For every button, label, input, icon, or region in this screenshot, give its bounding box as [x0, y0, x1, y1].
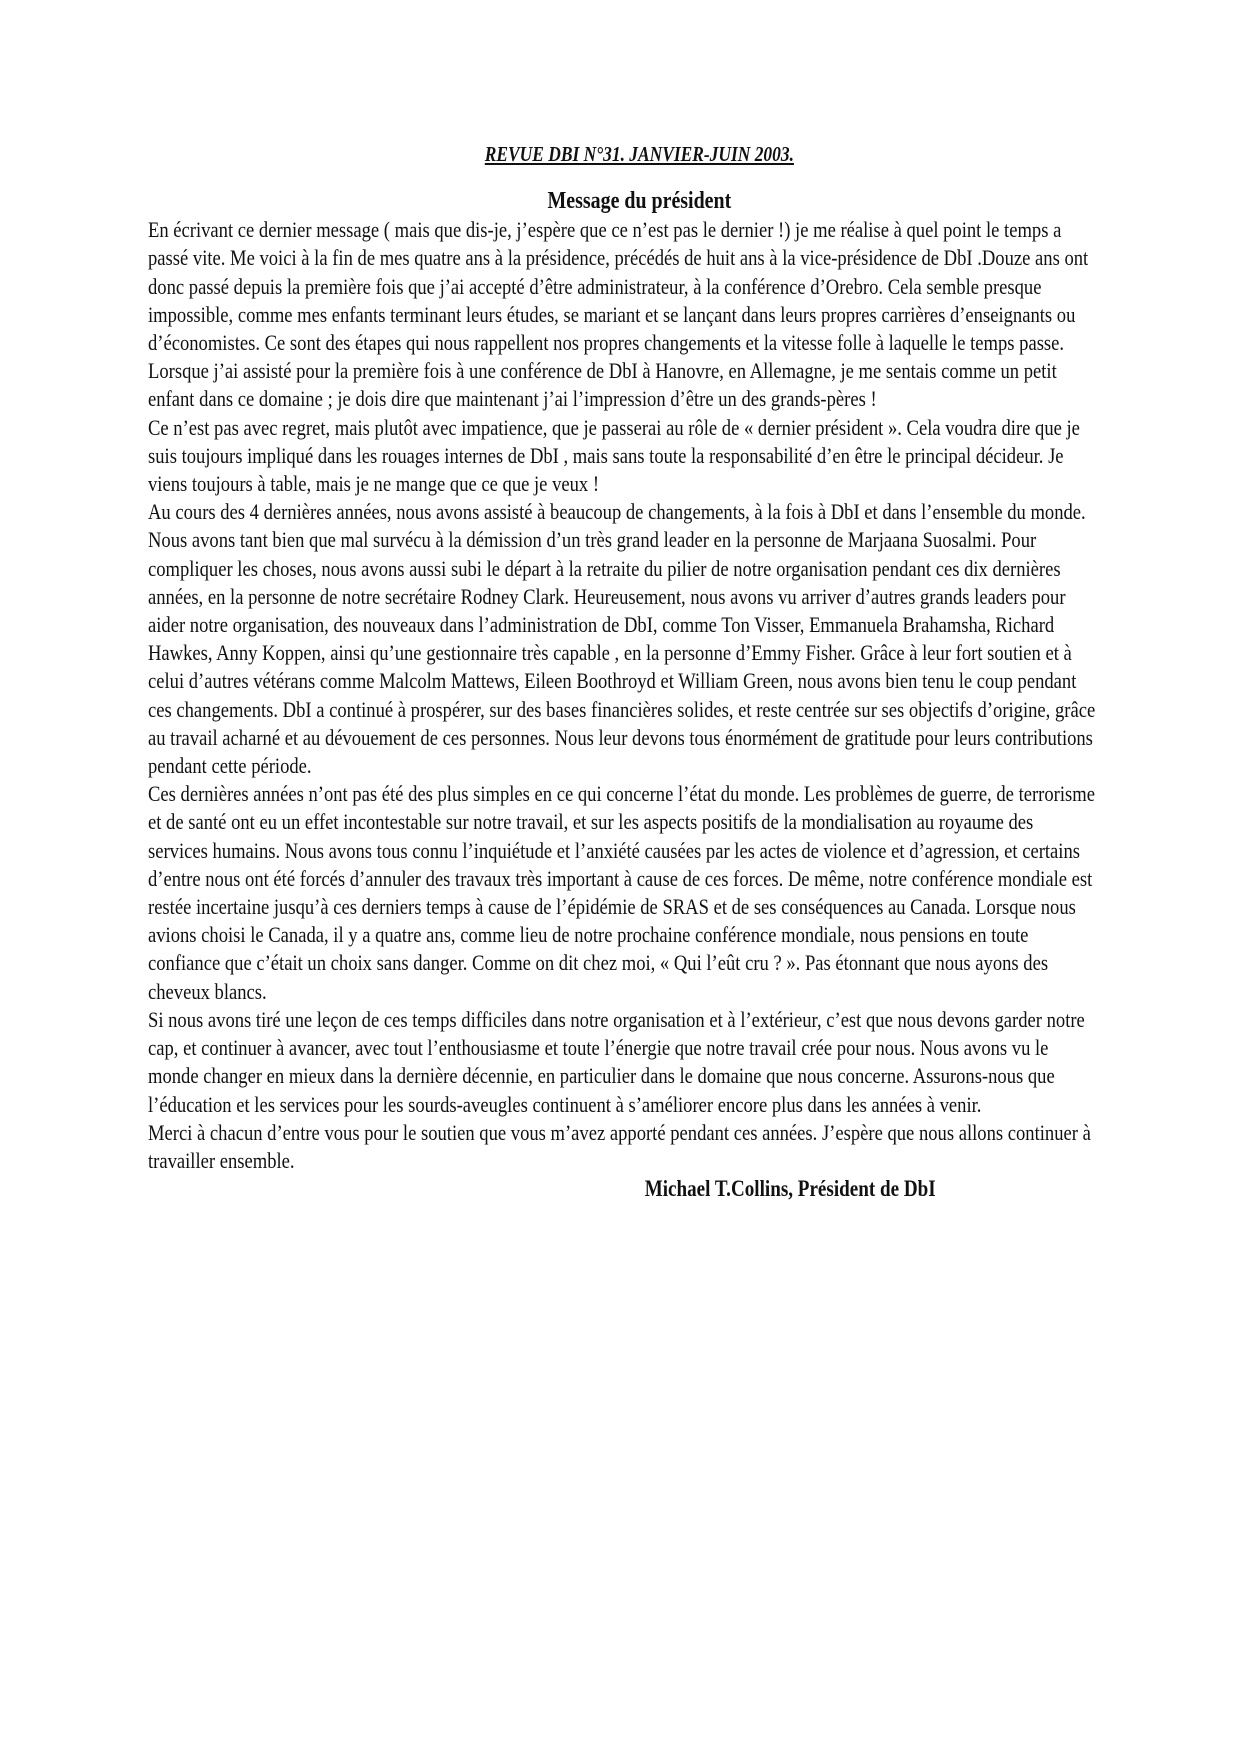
- paragraph: Ce n’est pas avec regret, mais plutôt avec impatience, que je passerai au rôle de « dernier président ». Cela voudra dire que je suis toujours impliqué dans les rouages internes de DbI , mais sans toute la responsabilité d’en être le principal décideur. Je viens toujours à table, mais je ne mange que ce que je veux !: [148, 414, 1080, 497]
- paragraph: En écrivant ce dernier message ( mais que dis-je, j’espère que ce n’est pas le dernier !) je me réalise à quel point le temps a passé vite. Me voici à la fin de mes quatre ans à la présidence, précédés de huit ans à la vice-présidence de DbI .Douze ans ont donc passé depuis la première fois que j’ai accepté d’être administrateur, à la conférence d’Orebro. Cela semble presque impossible, comme mes enfants terminant leurs études, se mariant et se lançant dans leurs propres carrières d’enseignants ou d’économistes. Ce sont des étapes qui nous rappellent nos propres changements et la vitesse folle à laquelle le temps passe. Lorsque j’ai assisté pour la première fois à une conférence de DbI à Hanovre, en Allemagne, je me sentais comme un petit enfant dans ce domaine ; je dois dire que maintenant j’ai l’impression d’être un des grands-pères !: [148, 217, 1089, 412]
- article-body: [148, 216, 1098, 1175]
- article-title: Message du président: [547, 188, 732, 215]
- document-page: [148, 140, 1098, 1203]
- paragraph: Merci à chacun d’entre vous pour le soutien que vous m’avez apporté pendant ces années. J’espère que nous allons continuer à travailler ensemble.: [148, 1119, 1091, 1173]
- journal-header: REVUE DBI N°31. JANVIER-JUIN 2003.: [484, 142, 794, 166]
- paragraph: Si nous avons tiré une leçon de ces temps difficiles dans notre organisation et à l’extérieur, c’est que nous devons garder notre cap, et continuer à avancer, avec tout l’enthousiasme et toute l’énergie que notre travail crée pour nous. Nous avons vu le monde changer en mieux dans la dernière décennie, en particulier dans le domaine que nous concerne. Assurons-nous que l’éducation et les services pour les sourds-aveugles continuent à s’améliorer encore plus dans les années à venir.: [148, 1006, 1085, 1117]
- signature: Michael T.Collins, Président de DbI: [644, 1176, 936, 1202]
- paragraph: Au cours des 4 dernières années, nous avons assisté à beaucoup de changements, à la fois à DbI et dans l’ensemble du monde. Nous avons tant bien que mal survécu à la démission d’un très grand leader en la personne de Marjaana Suosalmi. Pour compliquer les choses, nous avons aussi subi le départ à la retraite du pilier de notre organisation pendant ces dix dernières années, en la personne de notre secrétaire Rodney Clark. Heureusement, nous avons vu arriver d’autres grands leaders pour aider notre organisation, des nouveaux dans l’administration de DbI, comme Ton Visser, Emmanuela Brahamsha, Richard Hawkes, Anny Koppen, ainsi qu’une gestionnaire très capable , en la personne d’Emmy Fisher. Grâce à leur fort soutien et à celui d’autres vétérans comme Malcolm Mattews, Eileen Boothroyd et William Green, nous avons bien tenu le coup pendant ces changements. DbI a continué à prospérer, sur des bases financières solides, et reste centrée sur ses objectifs d’origine, grâce au travail acharné et au dévouement de ces personnes. Nous leur devons tous énormément de gratitude pour leurs contributions pendant cette période.: [148, 499, 1096, 779]
- paragraph: Ces dernières années n’ont pas été des plus simples en ce qui concerne l’état du monde. Les problèmes de guerre, de terrorisme et de santé ont eu un effet incontestable sur notre travail, et sur les aspects positifs de la mondialisation au royaume des services humains. Nous avons tous connu l’inquiétude et l’anxiété causées par les actes de violence et d’agression, et certains d’entre nous ont été forcés d’annuler des travaux très important à cause de ces forces. De même, notre conférence mondiale est restée incertaine jusqu’à ces derniers temps à cause de l’épidémie de SRAS et de ses conséquences au Canada. Lorsque nous avions choisi le Canada, il y a quatre ans, comme lieu de notre prochaine conférence mondiale, nous pensions en toute confiance que c’était un choix sans danger. Comme on dit chez moi, « Qui l’eût cru ? ». Pas étonnant que nous ayons des cheveux blancs.: [148, 781, 1095, 1004]
